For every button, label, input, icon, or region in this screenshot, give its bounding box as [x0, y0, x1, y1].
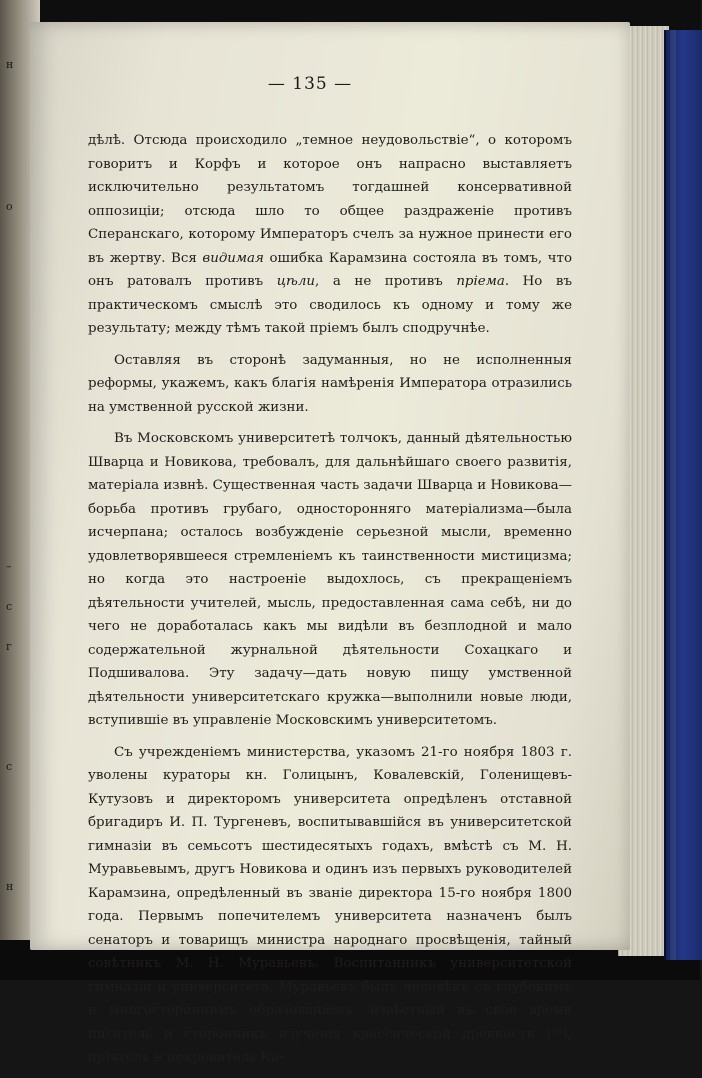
italic-word: цѣли [276, 274, 316, 289]
left-margin-mark: с [6, 600, 13, 613]
left-margin-mark: н [6, 58, 14, 71]
paragraph-1-text-d: . Но въ практическомъ смыслѣ это сводилось къ одному и тому же результату; между тѣмъ такой пріемъ былъ сподручнѣе. [88, 274, 572, 336]
left-margin-mark: о [6, 200, 13, 213]
book-page [30, 22, 630, 1065]
left-margin-mark: с [6, 760, 13, 773]
left-margin-mark: н [6, 880, 14, 893]
paragraph-2: Оставляя въ сторонѣ задуманныя, но не исполненныя реформы, укажемъ, какъ благія намѣренія Императора отразились на умственной русской жизни. [88, 352, 572, 415]
left-margin-mark: г [6, 640, 12, 653]
page-body-text [88, 129, 572, 1078]
paragraph-1 [88, 129, 572, 341]
page-number: — 135 — [267, 74, 353, 94]
paragraph-3: Въ Московскомъ университетѣ толчокъ, данный дѣятельностью Шварца и Новикова, требовалъ, для дальнѣйшаго своего развитія, матеріала извнѣ. Существенная часть задачи Шварца и Новикова—борьба противъ грубаго, односторонняго матеріализма—была исчерпана; осталось возбужденіе серьезной мысли, временно удовлетворявшееся стремленіемъ къ таинственности мистицизма; но когда это настроеніе выдохлось, съ прекращеніемъ дѣятельности учителей, мысль, предоставленная сама себѣ, ни до чего не доработалась какъ мы видѣли въ безплодной и мало содержательной журнальной дѣятельности Сохацкаго и Подшивалова. Эту задачу—дать новую пищу умственной дѣятельности университетскаго кружка—выполнили новые люди, вступившіе въ управленіе Московскимъ университетомъ. [88, 431, 572, 728]
cover-highlight [670, 30, 676, 960]
paragraph-4: Съ учрежденіемъ министерства, указомъ 21-го ноября 1803 г. уволены кураторы кн. Голицынъ, Ковалевскій, Голенищевъ-Кутузовъ и директоромъ университета опредѣленъ отставной бригадиръ И. П. Тургеневъ, воспитывавшійся въ университетской гимназіи въ семьсотъ шестидесятыхъ годахъ, вмѣстѣ съ М. Н. Муравьевымъ, другъ Новикова и одинъ изъ первыхъ руководителей Карамзина, опредѣленный въ званіе директора 15-го ноября 1800 года. Первымъ попечителемъ университета назначенъ былъ сенаторъ и товарищъ министра народнаго просвѣщенія, тайный совѣтникъ М. Н. Муравьевъ. Воспитанникъ университетской гимназіи и университета, Муравьевъ былъ человѣкъ съ глубокимъ и многостороннимъ образованіемъ, извѣстный въ свое время писатель и сторонникъ изученія классической древности (⁵³), пріятель и покровитель Ка- [88, 744, 572, 1065]
left-margin-mark: – [6, 560, 12, 573]
paragraph-1-text-b: ошибка Карамзина состояла въ томъ, что онъ ратовалъ противъ [88, 250, 573, 289]
paragraph-1-text-a: дѣлѣ. Отсюда происходило „темное неудовольствіе“, о которомъ говоритъ и Корфъ и которое онъ напрасно выставляетъ исключительно результатомъ тогдашней консервативной оппозиціи; отсюда шло то общее раздраженіе противъ Сперанскаго, которому Императоръ счелъ за нужное принести его въ жертву. Вся [88, 133, 572, 266]
italic-word: пріема [456, 274, 505, 289]
paragraph-1-text-c: , а не противъ [315, 274, 457, 289]
italic-word: видимая [202, 250, 264, 266]
